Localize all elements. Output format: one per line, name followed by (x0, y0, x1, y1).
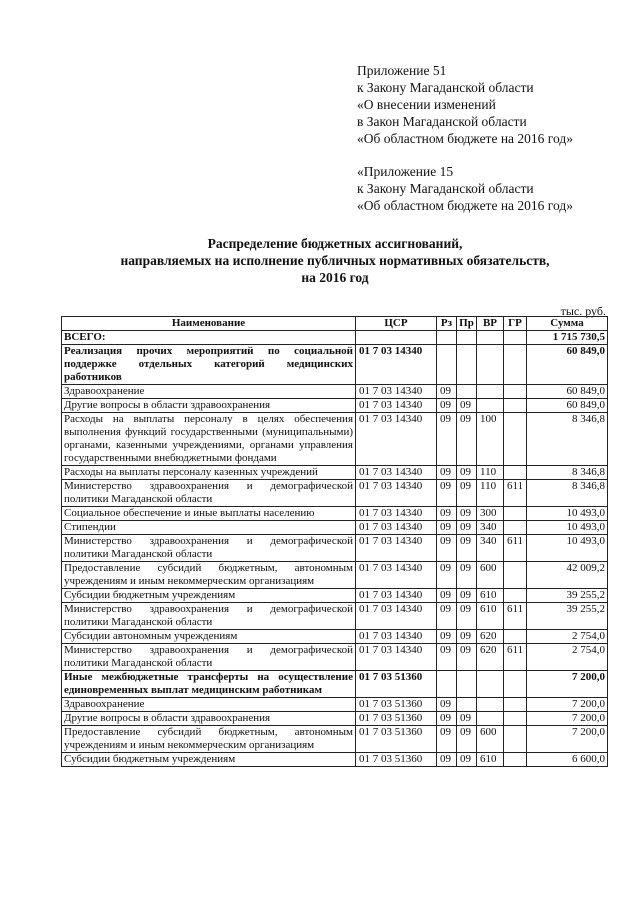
cell-name: Министерство здравоохранения и демографической политики Магаданской области (62, 603, 356, 630)
cell-sum: 2 754,0 (527, 644, 608, 671)
title-line: Распределение бюджетных ассигнований, (207, 236, 463, 251)
cell-vr: 100 (477, 413, 504, 466)
cell-rz (437, 671, 457, 698)
cell-name: Субсидии бюджетным учреждениям (62, 589, 356, 603)
table-row (62, 589, 608, 603)
cell-name: Министерство здравоохранения и демографической политики Магаданской области (62, 644, 356, 671)
cell-rz: 09 (437, 480, 457, 507)
cell-vr: 340 (477, 535, 504, 562)
cell-gr (504, 671, 527, 698)
cell-csr: 01 7 03 51360 (356, 698, 437, 712)
table-row (62, 644, 608, 671)
cell-pr: 09 (457, 535, 477, 562)
cell-vr: 620 (477, 630, 504, 644)
appendix-line: в Закон Магаданской области (357, 114, 527, 129)
cell-csr: 01 7 03 14340 (356, 480, 437, 507)
cell-name: Предоставление субсидий бюджетным, автономным учреждениям и иным некоммерческим организациям (62, 726, 356, 753)
cell-rz: 09 (437, 603, 457, 630)
cell-rz: 09 (437, 644, 457, 671)
cell-pr (457, 345, 477, 385)
document-title (60, 235, 610, 286)
cell-sum: 7 200,0 (527, 726, 608, 753)
appendix-reference-15 (357, 163, 573, 214)
cell-csr: 01 7 03 51360 (356, 753, 437, 767)
cell-pr (457, 385, 477, 399)
cell-vr (477, 671, 504, 698)
header-csr: ЦСР (356, 317, 437, 331)
cell-csr: 01 7 03 14340 (356, 521, 437, 535)
cell-csr (356, 331, 437, 345)
cell-vr (477, 399, 504, 413)
units-label: тыс. руб. (560, 304, 606, 318)
cell-rz: 09 (437, 399, 457, 413)
cell-rz: 09 (437, 507, 457, 521)
cell-sum: 6 600,0 (527, 753, 608, 767)
cell-vr: 600 (477, 562, 504, 589)
table-row (62, 331, 608, 345)
cell-pr: 09 (457, 466, 477, 480)
table-row (62, 345, 608, 385)
table-row (62, 535, 608, 562)
cell-rz: 09 (437, 589, 457, 603)
header-rz: Рз (437, 317, 457, 331)
cell-pr (457, 698, 477, 712)
cell-name: Министерство здравоохранения и демографической политики Магаданской области (62, 535, 356, 562)
cell-gr: 611 (504, 480, 527, 507)
cell-rz: 09 (437, 413, 457, 466)
cell-vr (477, 345, 504, 385)
table-row (62, 399, 608, 413)
cell-vr (477, 712, 504, 726)
cell-pr: 09 (457, 630, 477, 644)
cell-gr (504, 507, 527, 521)
cell-pr: 09 (457, 413, 477, 466)
cell-vr: 610 (477, 603, 504, 630)
cell-name: Социальное обеспечение и иные выплаты населению (62, 507, 356, 521)
cell-vr: 610 (477, 589, 504, 603)
table-row (62, 712, 608, 726)
appendix-line: «Приложение 15 (357, 164, 454, 179)
header-sum: Сумма (527, 317, 608, 331)
cell-csr: 01 7 03 14340 (356, 644, 437, 671)
cell-vr: 300 (477, 507, 504, 521)
cell-csr: 01 7 03 14340 (356, 413, 437, 466)
cell-vr (477, 698, 504, 712)
header-pr: Пр (457, 317, 477, 331)
cell-csr: 01 7 03 14340 (356, 399, 437, 413)
cell-vr: 610 (477, 753, 504, 767)
cell-pr: 09 (457, 521, 477, 535)
cell-vr: 620 (477, 644, 504, 671)
cell-pr: 09 (457, 603, 477, 630)
cell-rz: 09 (437, 562, 457, 589)
cell-vr: 340 (477, 521, 504, 535)
table-row (62, 671, 608, 698)
cell-vr: 110 (477, 480, 504, 507)
cell-name: Расходы на выплаты персоналу казенных учреждений (62, 466, 356, 480)
appendix-line: Приложение 51 (357, 63, 447, 78)
cell-csr: 01 7 03 14340 (356, 603, 437, 630)
budget-table (61, 316, 608, 767)
cell-csr: 01 7 03 14340 (356, 589, 437, 603)
cell-rz: 09 (437, 630, 457, 644)
cell-gr (504, 521, 527, 535)
cell-gr (504, 753, 527, 767)
cell-sum: 10 493,0 (527, 521, 608, 535)
appendix-line: «Об областном бюджете на 2016 год» (357, 198, 573, 213)
cell-csr: 01 7 03 14340 (356, 466, 437, 480)
table-row (62, 480, 608, 507)
appendix-line: «Об областном бюджете на 2016 год» (357, 131, 573, 146)
cell-sum: 8 346,8 (527, 413, 608, 466)
cell-sum: 8 346,8 (527, 480, 608, 507)
cell-sum: 39 255,2 (527, 603, 608, 630)
appendix-line: к Закону Магаданской области (357, 80, 534, 95)
cell-rz: 09 (437, 535, 457, 562)
cell-gr (504, 698, 527, 712)
cell-rz: 09 (437, 466, 457, 480)
cell-name: ВСЕГО: (62, 331, 356, 345)
header-name: Наименование (62, 317, 356, 331)
title-line: на 2016 год (301, 270, 369, 285)
cell-name: Иные межбюджетные трансферты на осуществление единовременных выплат медицинским работникам (62, 671, 356, 698)
cell-pr: 09 (457, 589, 477, 603)
cell-csr: 01 7 03 14340 (356, 385, 437, 399)
table-row (62, 385, 608, 399)
table-row (62, 466, 608, 480)
cell-name: Реализация прочих мероприятий по социальной поддержке отдельных категорий медицинских работников (62, 345, 356, 385)
table-row (62, 726, 608, 753)
table-row (62, 413, 608, 466)
header-gr: ГР (504, 317, 527, 331)
cell-rz: 09 (437, 385, 457, 399)
cell-vr: 110 (477, 466, 504, 480)
cell-name: Расходы на выплаты персоналу в целях обеспечения выполнения функций государственными (муниципальными) органами, казенными учреждениями, органами управления государственными внебюджетными фондами (62, 413, 356, 466)
cell-sum: 7 200,0 (527, 712, 608, 726)
cell-sum: 1 715 730,5 (527, 331, 608, 345)
cell-pr: 09 (457, 726, 477, 753)
header-vr: ВР (477, 317, 504, 331)
table-header-row (62, 317, 608, 331)
appendix-line: «О внесении изменений (357, 97, 496, 112)
cell-gr: 611 (504, 644, 527, 671)
cell-rz: 09 (437, 712, 457, 726)
cell-csr: 01 7 03 51360 (356, 712, 437, 726)
cell-gr: 611 (504, 603, 527, 630)
cell-gr (504, 413, 527, 466)
cell-sum: 8 346,8 (527, 466, 608, 480)
cell-name: Министерство здравоохранения и демографической политики Магаданской области (62, 480, 356, 507)
cell-pr: 09 (457, 480, 477, 507)
cell-name: Субсидии бюджетным учреждениям (62, 753, 356, 767)
cell-gr (504, 466, 527, 480)
cell-name: Другие вопросы в области здравоохранения (62, 712, 356, 726)
cell-pr: 09 (457, 562, 477, 589)
cell-csr: 01 7 03 14340 (356, 535, 437, 562)
cell-name: Стипендии (62, 521, 356, 535)
cell-gr (504, 385, 527, 399)
cell-pr (457, 671, 477, 698)
cell-pr: 09 (457, 712, 477, 726)
cell-name: Здравоохранение (62, 698, 356, 712)
cell-gr (504, 589, 527, 603)
cell-sum: 60 849,0 (527, 399, 608, 413)
title-line: направляемых на исполнение публичных нормативных обязательств, (120, 253, 550, 268)
cell-pr: 09 (457, 507, 477, 521)
cell-gr: 611 (504, 535, 527, 562)
cell-sum: 60 849,0 (527, 345, 608, 385)
cell-rz: 09 (437, 521, 457, 535)
appendix-line: к Закону Магаданской области (357, 181, 534, 196)
cell-rz (437, 345, 457, 385)
cell-sum: 39 255,2 (527, 589, 608, 603)
cell-sum: 10 493,0 (527, 507, 608, 521)
cell-gr (504, 331, 527, 345)
appendix-reference-51 (357, 62, 573, 147)
cell-sum: 42 009,2 (527, 562, 608, 589)
cell-pr: 09 (457, 753, 477, 767)
cell-csr: 01 7 03 14340 (356, 562, 437, 589)
cell-gr (504, 630, 527, 644)
cell-gr (504, 712, 527, 726)
cell-rz: 09 (437, 698, 457, 712)
table-row (62, 603, 608, 630)
cell-csr: 01 7 03 14340 (356, 630, 437, 644)
cell-csr: 01 7 03 51360 (356, 671, 437, 698)
cell-gr (504, 399, 527, 413)
table-row (62, 562, 608, 589)
cell-gr (504, 345, 527, 385)
cell-sum: 10 493,0 (527, 535, 608, 562)
cell-vr: 600 (477, 726, 504, 753)
table-row (62, 630, 608, 644)
cell-gr (504, 726, 527, 753)
cell-rz: 09 (437, 753, 457, 767)
cell-gr (504, 562, 527, 589)
cell-pr: 09 (457, 644, 477, 671)
cell-pr: 09 (457, 399, 477, 413)
cell-vr (477, 385, 504, 399)
cell-name: Здравоохранение (62, 385, 356, 399)
cell-rz (437, 331, 457, 345)
cell-vr (477, 331, 504, 345)
cell-name: Предоставление субсидий бюджетным, автономным учреждениям и иным некоммерческим организациям (62, 562, 356, 589)
cell-csr: 01 7 03 51360 (356, 726, 437, 753)
cell-sum: 2 754,0 (527, 630, 608, 644)
cell-csr: 01 7 03 14340 (356, 345, 437, 385)
cell-rz: 09 (437, 726, 457, 753)
cell-sum: 7 200,0 (527, 698, 608, 712)
table-row (62, 507, 608, 521)
cell-name: Другие вопросы в области здравоохранения (62, 399, 356, 413)
cell-sum: 60 849,0 (527, 385, 608, 399)
cell-name: Субсидии автономным учреждениям (62, 630, 356, 644)
cell-csr: 01 7 03 14340 (356, 507, 437, 521)
cell-pr (457, 331, 477, 345)
table-row (62, 521, 608, 535)
cell-sum: 7 200,0 (527, 671, 608, 698)
table-row (62, 753, 608, 767)
table-row (62, 698, 608, 712)
